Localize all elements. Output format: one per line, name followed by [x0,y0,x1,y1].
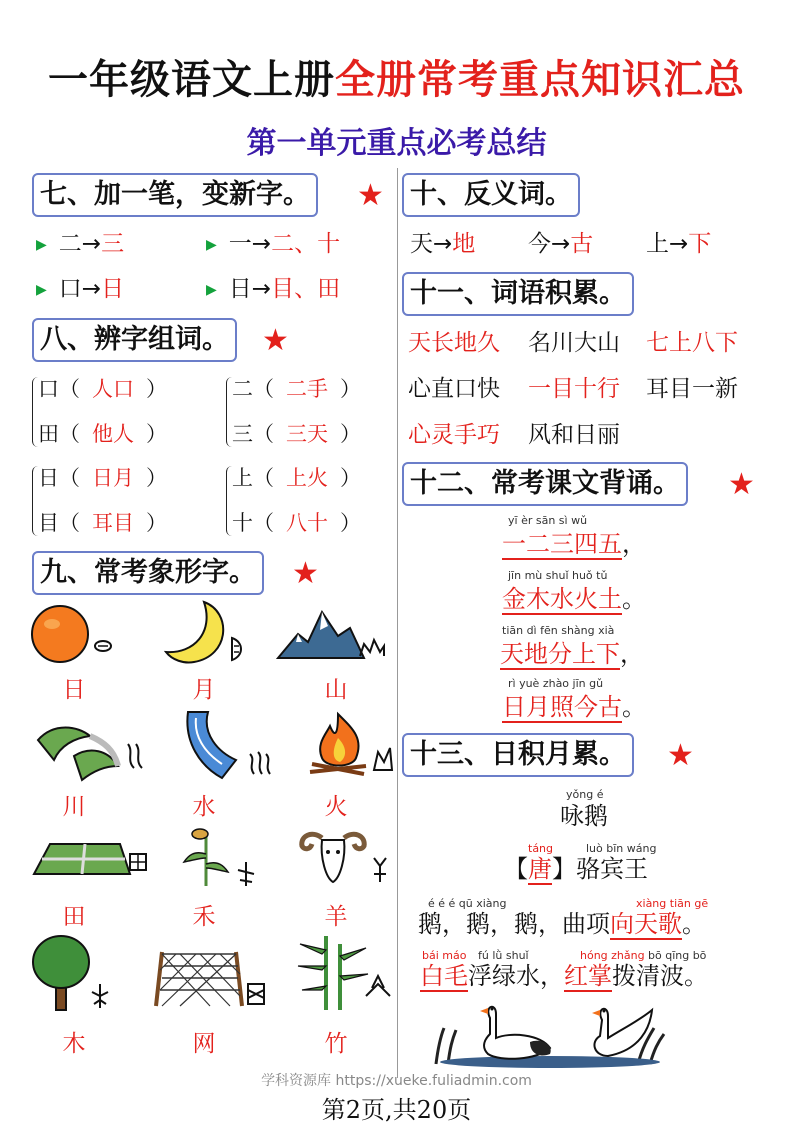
section-10-heading: 十、反义词。 [402,173,580,217]
antonym-pair: 天→地 [410,231,476,257]
word-group: 田（ 他人 ） [38,422,167,446]
pinyin: yī èr sān sì wǔ [508,514,588,527]
word-group: 三（ 三天 ） [232,422,361,446]
star-icon: ★ [357,178,384,213]
idiom: 耳目一新 [646,376,738,402]
section-13-heading: 十三、日积月累。 [402,733,634,777]
unit-subtitle: 第一单元重点必考总结 [246,126,547,161]
pinyin: é é é qū xiàng [428,897,507,910]
triangle-bullet-icon: ▶ [36,236,47,253]
add-stroke-row-1a: ▶ 二→三 [36,231,125,257]
pictograph-label: 月 [192,677,216,703]
triangle-bullet-icon: ▶ [206,281,217,298]
pinyin: bái máo [422,949,467,962]
sheep-picture [298,824,394,888]
main-title-black: 一年级语文上册 [48,57,335,103]
sun-picture [30,600,120,668]
idiom: 天长地久 [408,330,500,356]
river-picture [34,716,144,782]
geese-illustration [430,998,670,1070]
main-title-red: 全册常考重点知识汇总 [335,57,745,103]
pictograph-label: 田 [62,904,86,930]
recitation-line: 天地分上下， [500,640,644,668]
pinyin: luò bīn wáng [586,842,657,855]
word-group: 十（ 八十 ） [232,511,361,535]
add-stroke-row-2b: ▶ 日→目、田 [206,276,341,302]
pinyin: táng [528,842,554,855]
pinyin: yǒng é [566,788,604,801]
tree-picture [30,932,114,1014]
section-7-heading: 七、加一笔，变新字。 [32,173,318,217]
bamboo-picture [292,930,392,1014]
pictograph-label: 木 [62,1031,86,1057]
recitation-line: 金木水火土。 [502,585,646,613]
add-stroke-row-1b: ▶ 一→二、十 [206,231,341,257]
pinyin: bō qīng bō [648,949,707,962]
star-icon: ★ [728,467,755,502]
triangle-bullet-icon: ▶ [206,236,217,253]
pictograph-label: 水 [192,794,216,820]
poem-line-1: 鹅，鹅，鹅，曲项向天歌。 [418,910,706,938]
idiom: 风和日丽 [528,422,620,448]
word-group: 目（ 耳目 ） [38,511,167,535]
section-9-heading: 九、常考象形字。 [32,551,264,595]
idiom: 心直口快 [408,376,500,402]
recitation-line: 一二三四五， [502,530,646,558]
word-group: 日（ 日月 ） [38,466,167,490]
poem-line-2: 白毛浮绿水，红掌拨清波。 [420,962,708,990]
moon-picture [160,598,250,668]
antonym-pair: 上→下 [646,231,712,257]
pinyin: jīn mù shuǐ huǒ tǔ [508,569,608,582]
water-picture [178,708,274,782]
pictograph-label: 网 [192,1031,216,1057]
star-icon: ★ [262,323,289,358]
fire-picture [304,708,400,784]
pinyin: tiān dì fēn shàng xià [502,624,615,637]
idiom: 一目十行 [528,376,620,402]
poem-title: 咏鹅 [560,802,608,830]
watermark: 学科资源库 https://xueke.fuliadmin.com [261,1073,532,1089]
pictograph-label: 竹 [324,1031,348,1057]
pinyin: xiàng tiān gē [636,897,709,910]
antonym-pair: 今→古 [528,231,594,257]
main-title [0,48,793,105]
pictograph-label: 日 [62,677,86,703]
word-group: 口（ 人口 ） [38,377,167,401]
pinyin: rì yuè zhào jīn gǔ [508,677,604,690]
column-divider [397,168,398,1078]
add-stroke-row-2a: ▶ 口→日 [36,276,125,302]
poem-author: 【唐】骆宾王 [504,855,648,883]
section-11-heading: 十一、词语积累。 [402,272,634,316]
net-picture [150,946,268,1010]
pictograph-label: 川 [62,794,86,820]
field-picture [30,836,150,884]
triangle-bullet-icon: ▶ [36,281,47,298]
idiom: 名川大山 [528,330,620,356]
grain-picture [180,824,264,890]
page-number: 第2页,共20页 [321,1096,472,1122]
star-icon: ★ [292,556,319,591]
pictograph-label: 羊 [324,904,348,930]
recitation-line: 日月照今古。 [502,693,646,721]
star-icon: ★ [667,738,694,773]
section-8-heading: 八、辨字组词。 [32,318,237,362]
word-group: 二（ 二手 ） [232,377,361,401]
pinyin: hóng zhǎng [580,949,645,962]
idiom: 心灵手巧 [408,422,500,448]
section-12-heading: 十二、常考课文背诵。 [402,462,688,506]
pictograph-label: 火 [324,794,348,820]
pictograph-label: 山 [324,677,348,703]
idiom: 七上八下 [646,330,738,356]
mountain-picture [276,606,388,662]
word-group: 上（ 上火 ） [232,466,361,490]
pictograph-label: 禾 [192,904,216,930]
pinyin: fú lǜ shuǐ [478,949,529,962]
